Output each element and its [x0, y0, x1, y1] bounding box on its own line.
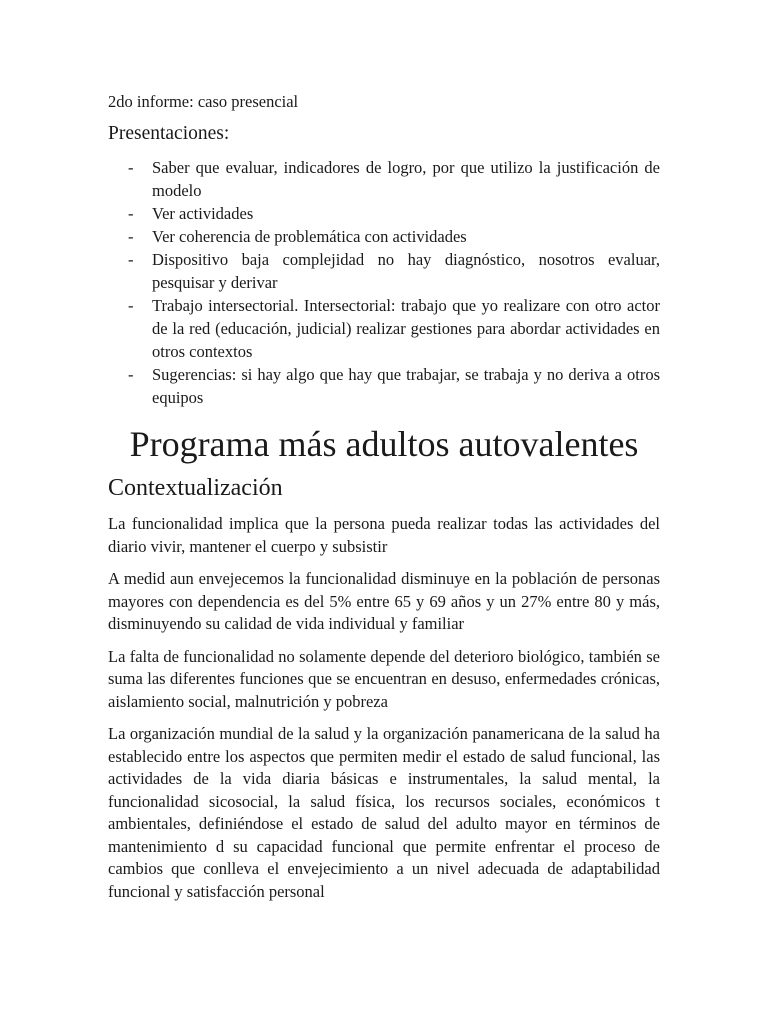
presentations-bullet-list: [108, 156, 660, 409]
bullet-item: - Saber que evaluar, indicadores de logro, por que utilizo la justificación de modelo: [108, 156, 660, 202]
document-header-line: 2do informe: caso presencial: [108, 92, 299, 111]
body-paragraph: La falta de funcionalidad no solamente depende del deterioro biológico, también se suma las diferentes funciones que se encuentran en desuso, enfermedades crónicas, aislamiento social, malnutrición y pobreza: [108, 646, 660, 711]
bullet-item: - Sugerencias: si hay algo que hay que trabajar, se trabaja y no deriva a otros equipos: [108, 363, 660, 409]
body-paragraph: La organización mundial de la salud y la organización panamericana de la salud ha establecido entre los aspectos que permiten medir el estado de salud funcional, las actividades de la vida diaria básicas e instrumentales, la salud mental, la funcionalidad sicosocial, la salud física, los recursos sociales, económicos t ambientales, definiéndose el estado de salud del adulto mayor en términos de mantenimiento d su capacidad funcional que permite enfrentar el proceso de cambios que conlleva el envejecimiento a un nivel adecuada de adaptabilidad funcional y satisfacción personal: [108, 724, 660, 901]
bullet-item: - Ver actividades: [108, 202, 660, 225]
document-title: Programa más adultos autovalentes: [129, 424, 639, 464]
bullet-item: - Ver coherencia de problemática con actividades: [108, 225, 660, 248]
bullet-item: - Trabajo intersectorial. Intersectorial: trabajo que yo realizare con otro actor de la red (educación, judicial) realizar gestiones para abordar actividades en otros contextos: [108, 294, 660, 363]
body-paragraph: La funcionalidad implica que la persona pueda realizar todas las actividades del diario vivir, mantener el cuerpo y subsistir: [108, 514, 660, 556]
bullet-item: - Dispositivo baja complejidad no hay diagnóstico, nosotros evaluar, pesquisar y derivar: [108, 248, 660, 294]
section-label-presentaciones: Presentaciones:: [108, 123, 230, 144]
section-heading-contextualizacion: Contextualización: [108, 475, 283, 501]
body-paragraph: A medid aun envejecemos la funcionalidad disminuye en la población de personas mayores con dependencia es del 5% entre 65 y 69 años y un 27% entre 80 y más, disminuyendo su calidad de vida individual y familiar: [108, 569, 660, 633]
